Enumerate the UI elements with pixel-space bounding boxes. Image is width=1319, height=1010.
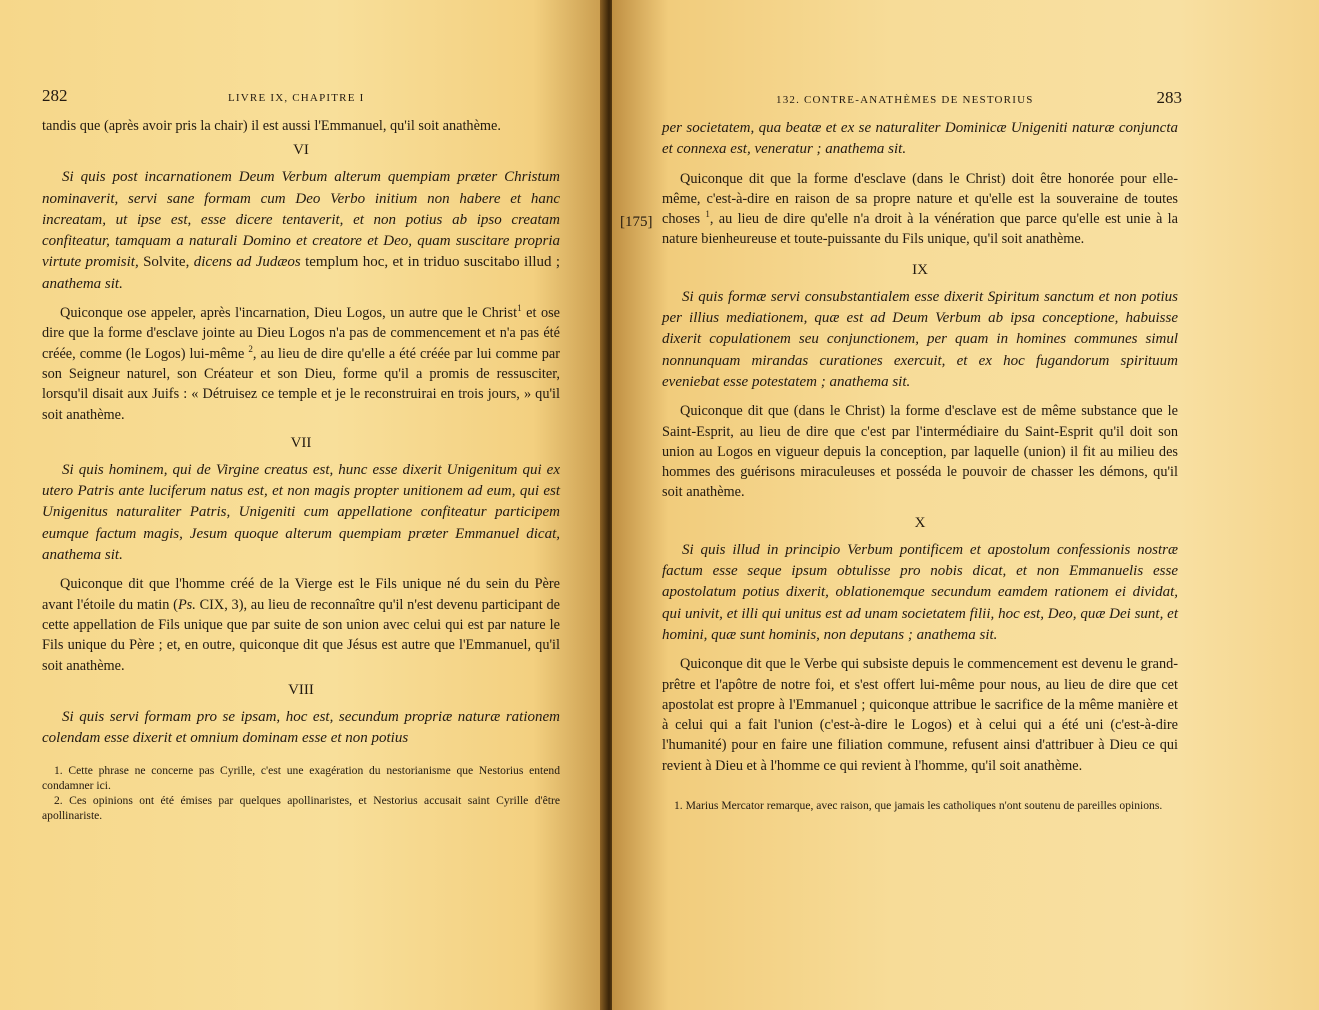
margin-reference: [175] bbox=[620, 214, 653, 230]
french-paragraph-viii bbox=[662, 169, 1178, 250]
french-paragraph-x: Quiconque dit que le Verbe qui subsiste depuis le commencement est devenu le grand-prêtre et l'apôtre de notre foi, et s'est offert lui-même pour nous, au lieu de dire que cet apostolat est propre à l'Emmanuel ; quiconque attribue le sacrifice de la même manière et à celui qui a fait l'union (c'est-à-dire le Logos) et à celui qui a été uni (c'est-à-dire l'humanité) pour en faire une filiation commune, refusent ainsi d'attribuer à Dieu ce qui revient à Dieu et à l'homme ce qui revient à l'homme, qu'il soit anathème. bbox=[662, 656, 1178, 774]
latin-paragraph-vii: Si quis hominem, qui de Virgine creatus est, hunc esse dixerit Unigenitum qui ex utero Patris ante luciferum natus est, et non magis propter unitionem ad eum, qui est Unigenitus naturaliter Patris, Unigeniti cum appellatione confiteatur participem eumque factum magis, Jesum quoque alterum quempiam præter Emmanuel dicat, anathema sit. bbox=[42, 461, 560, 564]
psalm-reference: Ps. bbox=[177, 596, 196, 613]
latin-vi-roman-2: templum hoc, et in triduo suscitabo illud ; bbox=[305, 254, 561, 271]
french-vi-part-b: et ose dire que la forme d'esclave jointe au Dieu Logos n'a pas de commencement et n'a pas été créée, comme (le Logos) lui-même bbox=[42, 305, 561, 362]
french-vii-part-b: CIX, 3), au lieu de reconnaître qu'il n'est devenu participant de cette appellation de Fils unique que par suite de son union avec celui qui est par nature le Fils unique du Père ; et, en outre, quiconque dit que Jésus est autre que l'Emmanuel, qu'il soit anathème. bbox=[42, 596, 560, 674]
french-vi-part-a: Quiconque ose appeler, après l'incarnation, Dieu Logos, un autre que le Christ bbox=[60, 305, 518, 322]
right-page-number: 283 bbox=[1156, 88, 1182, 107]
french-paragraph-ix: Quiconque dit que (dans le Christ) la forme d'esclave est de même substance que le Saint-Esprit, au lieu de dire que c'est par l'intermédiaire du Saint-Esprit qu'il doit son union au Logos en vigueur depuis la conception, par laquelle (union) il fit au milieu des hommes des guérisons miraculeuses et posséda le pouvoir de chasser les démons, qu'il soit anathème. bbox=[662, 403, 1178, 501]
section-numeral-ix: IX bbox=[912, 261, 928, 278]
left-footnotes bbox=[42, 763, 560, 823]
footnote-1: 1. Cette phrase ne concerne pas Cyrille, c'est une exagération du nestorianisme que Nestorius entend condamner ici. bbox=[42, 764, 560, 793]
latin-paragraph-x: Si quis illud in principio Verbum pontificem et apostolum confessionis nostræ factum esse seque ipsum obtulisse pro nobis dicat, et non Emmanuelis esse apostolatum potius dixerit, oblationemque secundum eamdem rationem ei dividat, qui univit, et illi qui unitus est ad unam societatem filii, hoc est, Deo, quæ Dei sunt, et homini, quæ sunt hominis, non deputans ; anathema sit. bbox=[662, 541, 1178, 643]
left-page bbox=[0, 0, 606, 1010]
footnote-2: 2. Ces opinions ont été émises par quelques apollinaristes, et Nestorius accusait saint Cyrille d'être apollinariste. bbox=[42, 794, 560, 823]
latin-viii-continuation: per societatem, qua beatæ et ex se naturaliter Dominicæ Unigeniti naturæ conjuncta et connexa est, veneratur ; anathema sit. bbox=[662, 120, 1178, 158]
left-page-text-block bbox=[42, 86, 560, 823]
footnote-ref-2: 2 bbox=[248, 343, 253, 354]
right-footnotes bbox=[662, 798, 1178, 813]
footnote-right-1: 1. Marius Mercator remarque, avec raison, que jamais les catholiques n'ont soutenu de pareilles opinions. bbox=[674, 799, 1163, 813]
section-numeral-x: X bbox=[914, 514, 926, 531]
latin-vi-italic-a: Si quis post incarnationem Deum Verbum alterum quempiam præter Christum nominaverit, servi sane formam cum Deo Verbo initium non habere et hanc increatam, ut ipse est, esse dicere tentaverit, et non potius ab ipso creatam confiteatur, tamquam a naturali Domino et creatore et Deo, quam suscitare propria virtute promisit, bbox=[42, 169, 560, 271]
french-viii-part-b: , au lieu de dire qu'elle n'a droit à la vénération que parce qu'elle est unie à la nature bienheureuse et toute-puissante du Fils unique, qu'il soit anathème. bbox=[662, 211, 1178, 248]
right-page bbox=[612, 0, 1319, 1010]
right-running-head: 132. CONTRE-ANATHÈMES DE NESTORIUS bbox=[776, 94, 1034, 106]
french-paragraph-vii bbox=[42, 574, 560, 675]
left-page-header bbox=[42, 86, 560, 116]
left-running-head: LIVRE IX, CHAPITRE I bbox=[228, 92, 365, 104]
latin-vi-italic-2: dicens ad Judæos bbox=[193, 254, 301, 271]
french-viii-part-a: Quiconque dit que la forme d'esclave (dans le Christ) doit être honorée pour elle-même, c'est-à-dire en raison de sa propre nature et qu'elle est la souveraine de toutes choses bbox=[662, 170, 1178, 228]
section-numeral-vi: VI bbox=[293, 142, 309, 159]
right-page-header bbox=[662, 88, 1182, 118]
latin-vi-roman-1: Solvite, bbox=[143, 254, 190, 271]
section-numeral-viii: VIII bbox=[288, 681, 314, 698]
latin-paragraph-ix: Si quis formæ servi consubstantialem esse dixerit Spiritum sanctum et non potius per illius mediationem, quæ est ad Deum Verbum ab ipsa conceptione, habuisse dixerit copulationem seu conjunctionem, per quam in homines communes simul nonnunquam mirandas curationes exercuit, et ex hoc fugandorum spirituum eveniebat esse potestatem ; anathema sit. bbox=[662, 288, 1178, 390]
latin-paragraph-vi bbox=[42, 167, 560, 295]
french-vii-part-a: Quiconque dit que l'homme créé de la Vierge est le Fils unique né du sein du Père avant l'étoile du matin ( bbox=[42, 576, 560, 613]
footnote-ref-1: 1 bbox=[517, 303, 522, 314]
latin-paragraph-viii: Si quis servi formam pro se ipsam, hoc est, secundum propriæ naturæ rationem colendam esse dixerit et omnium dominam esse et non potius bbox=[42, 708, 560, 747]
french-paragraph-vi bbox=[42, 303, 560, 425]
left-page-number: 282 bbox=[42, 86, 68, 105]
latin-vi-italic-3: anathema sit. bbox=[42, 275, 123, 292]
footnote-ref-right-1: 1 bbox=[705, 209, 710, 220]
right-page-text-block bbox=[662, 88, 1182, 813]
french-vi-part-c: , au lieu de dire qu'elle a été créée par lui comme par son Seigneur naturel, son Créateur et son Dieu, forme qu'il a promis de ressusciter, lorsqu'il disait aux Juifs : « Détruisez ce temple et je le reconstruirai en trois jours, » qu'il soit anathème. bbox=[42, 345, 560, 423]
opening-paragraph: tandis que (après avoir pris la chair) il est aussi l'Emmanuel, qu'il soit anathème. bbox=[42, 118, 501, 134]
section-numeral-vii: VII bbox=[290, 434, 312, 451]
